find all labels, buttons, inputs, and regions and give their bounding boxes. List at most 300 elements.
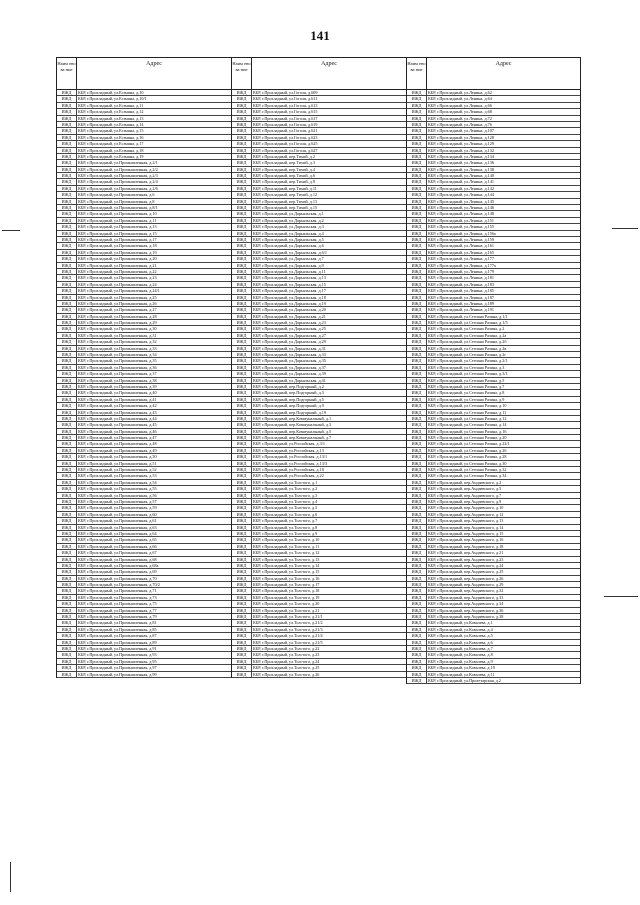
row-type: ИЖД (57, 167, 77, 172)
row-type: ИЖД (57, 467, 77, 472)
row-address: КБР, г.Прохладный, ул.Степана Разина, д.1/1 (428, 313, 508, 319)
row-address: КБР, г.Прохладный, ул.Промышленная, д.95 (78, 658, 157, 664)
row-address: КБР, г.Прохладный, ул.Промышленная, д.37 (78, 371, 157, 377)
row-type: ИЖД (57, 218, 77, 223)
row-address: КБР, г.Прохладный, пер.Андаевского, д.5 (428, 486, 502, 492)
row-address: КБР, г.Прохладный, ул.Гоголя, д.611 (253, 96, 318, 102)
row-type: ИЖД (407, 505, 427, 510)
row-type: ИЖД (232, 537, 252, 542)
row-type: ИЖД (232, 205, 252, 210)
row-address: КБР, г.Прохладный, ул.Ленина, д.161 (428, 243, 494, 249)
row-type: ИЖД (407, 90, 427, 95)
row-type: ИЖД (407, 320, 427, 325)
row-type: ИЖД (57, 563, 77, 568)
row-type: ИЖД (57, 614, 77, 619)
row-address: КБР, г.Прохладный, пер.Андаевского, д.12 (428, 511, 504, 517)
row-type: ИЖД (57, 128, 77, 133)
row-type: ИЖД (57, 390, 77, 395)
row-type: ИЖД (57, 333, 77, 338)
row-type: ИЖД (57, 90, 77, 95)
row-address: КБР, г.Прохладный, ул.Дарьяльская, д.35 (253, 358, 326, 364)
row-type: ИЖД (232, 269, 252, 274)
row-address: КБР, г.Прохладный, ул.Ленина, д.141 (428, 179, 494, 185)
row-type: ИЖД (232, 595, 252, 600)
row-address: КБР, г.Прохладный, ул.Степана Разина, д.10 (428, 403, 507, 409)
row-type: ИЖД (407, 199, 427, 204)
row-type: ИЖД (232, 473, 252, 478)
row-address: КБР, г.Прохладный, ул.Промышленная, д.52 (78, 467, 157, 473)
row-address: КБР, г.Прохладный, пер.Подгорный, д.19 (253, 409, 326, 415)
row-type: ИЖД (232, 116, 252, 121)
row-address: КБР, г.Прохладный, ул.Ковалева, д.9 (428, 658, 493, 664)
row-type: ИЖД (57, 435, 77, 440)
row-address: КБР, г.Прохладный, ул.Степана Разина, д.2б (428, 339, 507, 345)
row-address: КБР, г.Прохладный, ул.Дарьяльская, д.23 (253, 320, 326, 326)
row-address: КБР, г.Прохладный, ул.Ковалева, д.6 (428, 639, 493, 645)
row-address: КБР, г.Прохладный, ул.Промышленная, д.75 (78, 601, 157, 607)
row-type: ИЖД (232, 122, 252, 127)
row-type: ИЖД (232, 435, 252, 440)
row-type: ИЖД (407, 288, 427, 293)
row-address: КБР, г.Прохладный, ул.Промышленная, д.77 (78, 607, 157, 613)
row-type: ИЖД (57, 365, 77, 370)
row-address: КБР, г.Прохладный, ул.Ленина, д.142 (428, 185, 494, 191)
row-address: КБР, г.Прохладный, ул.Толстого, д.12 (253, 550, 320, 556)
row-address: КБР, г.Прохладный, ул.Толстого, д.21/2 (253, 620, 323, 626)
row-type: ИЖД (407, 652, 427, 657)
row-type: ИЖД (407, 358, 427, 363)
row-type: ИЖД (57, 384, 77, 389)
row-type: ИЖД (57, 537, 77, 542)
row-address: КБР, г.Прохладный, ул.Промышленная, д.99 (78, 671, 157, 677)
row-type: ИЖД (57, 269, 77, 274)
row-address: КБР, г.Прохладный, ул.Промышленная, д.39 (78, 383, 157, 389)
scan-margin-mark (10, 862, 11, 892)
row-address: КБР, г.Прохладный, пер.Коммунальный, д.5 (253, 428, 332, 434)
row-type: ИЖД (407, 179, 427, 184)
table-row (407, 678, 580, 684)
row-type: ИЖД (57, 116, 77, 121)
row-address: КБР, г.Прохладный, ул.Промышленная, д.93 (78, 652, 157, 658)
row-type: ИЖД (407, 173, 427, 178)
row-type: ИЖД (57, 237, 77, 242)
row-type: ИЖД (407, 103, 427, 108)
row-address: КБР, г.Прохладный, ул.Ленина, д.155 (428, 224, 494, 230)
row-type: ИЖД (407, 416, 427, 421)
row-address: КБР, г.Прохладный, ул.Промышленная, д.15 (78, 230, 157, 236)
row-address: КБР, г.Прохладный, ул.Толстого, д.21/5 (253, 639, 323, 645)
row-type: ИЖД (57, 320, 77, 325)
row-type: ИЖД (407, 563, 427, 568)
row-type: ИЖД (57, 505, 77, 510)
row-type: ИЖД (57, 179, 77, 184)
row-address: КБР, г.Прохладный, ул.Толстого, д.21/1 (253, 614, 323, 620)
row-type: ИЖД (407, 422, 427, 427)
row-address: КБР, г.Прохладный, ул.Промышленная, д.59 (78, 505, 157, 511)
row-address: КБР, г.Прохладный, ул.Толстого, д.4 (253, 499, 318, 504)
row-address: КБР, г.Прохладный, ул.Промышленная, д.25 (78, 294, 157, 300)
row-address: КБР, г.Прохладный, пер.Тихий, д.12 (253, 192, 318, 198)
row-address: КБР, г.Прохладный, ул.Есенина, д.12 (78, 109, 144, 115)
row-type: ИЖД (57, 410, 77, 415)
row-address: КБР, г.Прохладный, ул.Пролетарская, д.2 (428, 677, 502, 683)
row-type: ИЖД (407, 595, 427, 600)
row-type: ИЖД (57, 256, 77, 261)
row-address: КБР, г.Прохладный, ул.Промышленная, д.2/1 (78, 160, 158, 166)
table-column-2 (231, 57, 406, 678)
row-type: ИЖД (407, 678, 427, 683)
row-address: КБР, г.Прохладный, ул.Российская, д.22 (253, 473, 324, 479)
row-address: КБР, г.Прохладный, ул.Дарьяльская, д.20 (253, 307, 326, 313)
row-address: КБР, г.Прохладный, ул.Дарьяльская, д.18 (253, 294, 326, 300)
row-address: КБР, г.Прохладный, пер.Тихий, д.11 (253, 185, 317, 191)
row-address: КБР, г.Прохладный, ул.Ленина, д.64 (428, 96, 492, 102)
row-type: ИЖД (232, 371, 252, 376)
row-address: КБР, г.Прохладный, ул.Гоголя, д.613 (253, 102, 318, 108)
row-address: КБР, г.Прохладный, ул.Промышленная, д.32 (78, 339, 157, 345)
row-address: КБР, г.Прохладный, ул.Промышленная, д.30 (78, 326, 157, 332)
row-address: КБР, г.Прохладный, ул.Есенина, д.16 (78, 134, 144, 140)
row-address: КБР, г.Прохладный, ул.Промышленная, д.26 (78, 300, 157, 306)
row-type: ИЖД (232, 410, 252, 415)
row-address: КБР, г.Прохладный, ул.Толстого, д.16 (253, 575, 320, 581)
row-address: КБР, г.Прохладный, ул.Степана Разина, д.2 (428, 326, 505, 332)
row-type: ИЖД (57, 199, 77, 204)
row-address: КБР, г.Прохладный, ул.Есенина, д.10/1 (78, 96, 147, 102)
row-type: ИЖД (407, 493, 427, 498)
header-name: Наим енова ние (57, 58, 77, 89)
row-type: ИЖД (232, 301, 252, 306)
row-type: ИЖД (232, 665, 252, 670)
row-type: ИЖД (232, 441, 252, 446)
row-address: КБР, г.Прохладный, ул.Промышленная, д.24/1 (78, 288, 160, 294)
column-header (56, 57, 231, 90)
row-type: ИЖД (57, 486, 77, 491)
row-type: ИЖД (232, 454, 252, 459)
row-address: КБР, г.Прохладный, ул.Ленина, д.179 (428, 268, 494, 274)
row-type: ИЖД (232, 569, 252, 574)
row-type: ИЖД (232, 544, 252, 549)
row-address: КБР, г.Прохладный, пер.Андаевского, д.21 (428, 550, 504, 556)
row-type: ИЖД (57, 282, 77, 287)
row-address: КБР, г.Прохладный, ул.Толстого, д.19 (253, 594, 320, 600)
row-address: КБР, г.Прохладный, ул.Степана Разина, д.11 (428, 409, 507, 415)
row-address: КБР, г.Прохладный, ул.Есенина, д.14 (78, 121, 144, 127)
row-type: ИЖД (57, 429, 77, 434)
row-type: ИЖД (232, 352, 252, 357)
row-type: ИЖД (407, 263, 427, 268)
row-address: КБР, г.Прохладный, ул.Толстого, д.9 (253, 530, 318, 536)
row-address: КБР, г.Прохладный, ул.Промышленная, д.91 (78, 645, 157, 651)
row-type: ИЖД (232, 128, 252, 133)
row-type: ИЖД (57, 346, 77, 351)
row-type: ИЖД (57, 499, 77, 504)
row-type: ИЖД (232, 148, 252, 153)
row-address: КБР, г.Прохладный, ул.Промышленная, д.38 (78, 377, 157, 383)
row-type: ИЖД (232, 499, 252, 504)
row-type: ИЖД (407, 608, 427, 613)
row-address: КБР, г.Прохладный, пер.Андаевского, д.13 (428, 518, 504, 524)
row-type: ИЖД (407, 544, 427, 549)
row-type: ИЖД (232, 557, 252, 562)
row-type: ИЖД (232, 192, 252, 197)
row-type: ИЖД (407, 231, 427, 236)
row-address: КБР, г.Прохладный, ул.Ленина, д.66 (428, 102, 492, 108)
row-address: КБР, г.Прохладный, ул.Промышленная, д.33 (78, 345, 157, 351)
row-address: КБР, г.Прохладный, пер.Тихий, д.9 (253, 179, 315, 185)
row-type: ИЖД (57, 295, 77, 300)
row-address: КБР, г.Прохладный, ул.Есенина, д.18 (78, 147, 144, 153)
row-type: ИЖД (57, 608, 77, 613)
row-address: КБР, г.Прохладный, ул.Ковалева, д.7 (428, 645, 493, 651)
row-type: ИЖД (57, 633, 77, 638)
row-type: ИЖД (232, 358, 252, 363)
row-type: ИЖД (57, 441, 77, 446)
header-address: Адрес (495, 61, 512, 67)
row-address: КБР, г.Прохладный, пер.Андаевского, д.26 (428, 575, 504, 581)
row-address: КБР, г.Прохладный, пер.Тихий, д.15 (253, 205, 318, 211)
row-type: ИЖД (232, 263, 252, 268)
row-address: КБР, г.Прохладный, ул.Промышленная, д.97 (78, 665, 157, 671)
row-address: КБР, г.Прохладный, ул.Дарьяльская, д.25 (253, 326, 326, 332)
row-type: ИЖД (407, 154, 427, 159)
row-address: КБР, г.Прохладный, ул.Степана Разина, д.34 (428, 473, 507, 479)
row-type: ИЖД (407, 390, 427, 395)
row-type: ИЖД (57, 301, 77, 306)
row-type: ИЖД (407, 480, 427, 485)
row-address: КБР, г.Прохладный, ул.Промышленная, д.57 (78, 499, 157, 504)
row-address: КБР, г.Прохладный, ул.Промышленная, д.6 (78, 192, 155, 198)
row-address: КБР, г.Прохладный, ул.Промышленная, д.81 (78, 620, 157, 626)
row-address: КБР, г.Прохладный, ул.Промышленная, д.47 (78, 435, 157, 441)
row-type: ИЖД (407, 148, 427, 153)
row-type: ИЖД (407, 295, 427, 300)
row-address: КБР, г.Прохладный, ул.Ковалева, д.11 (428, 671, 495, 677)
row-address: КБР, г.Прохладный, ул.Ленина, д.140 (428, 173, 494, 179)
row-type: ИЖД (232, 531, 252, 536)
row-type: ИЖД (232, 314, 252, 319)
row-type: ИЖД (57, 122, 77, 127)
row-address: КБР, г.Прохладный, ул.Степана Разина, д.8 (428, 390, 505, 396)
row-address: КБР, г.Прохладный, ул.Гоголя, д.625 (253, 141, 318, 147)
row-type: ИЖД (57, 224, 77, 229)
row-type: ИЖД (407, 659, 427, 664)
row-type: ИЖД (57, 358, 77, 363)
row-type: ИЖД (407, 448, 427, 453)
row-type: ИЖД (407, 282, 427, 287)
row-address: КБР, г.Прохладный, ул.Ленина, д.185 (428, 288, 494, 294)
scan-margin-mark (612, 228, 638, 229)
row-type: ИЖД (57, 205, 77, 210)
row-type: ИЖД (232, 518, 252, 523)
row-type: ИЖД (407, 192, 427, 197)
row-address: КБР, г.Прохладный, ул.Дарьяльская, д.7 (253, 256, 324, 262)
row-address: КБР, г.Прохладный, ул.Дарьяльская, д.31 (253, 345, 326, 351)
row-address: КБР, г.Прохладный, ул.Ленина, д.189 (428, 300, 494, 306)
row-address: КБР, г.Прохладный, ул.Промышленная, д.22 (78, 268, 157, 274)
row-address: КБР, г.Прохладный, пер.Андаевского, д.36 (428, 607, 504, 613)
row-type: ИЖД (232, 339, 252, 344)
row-address: КБР, г.Прохладный, ул.Промышленная, д.10 (78, 211, 157, 217)
row-address: КБР, г.Прохладный, ул.Есенина, д.13 (78, 115, 144, 121)
row-address: КБР, г.Прохладный, ул.Степана Разина, д.30 (428, 460, 507, 466)
row-type: ИЖД (57, 416, 77, 421)
row-address: КБР, г.Прохладный, пер.Тихий, д.2 (253, 153, 315, 159)
row-type: ИЖД (407, 499, 427, 504)
row-address: КБР, г.Прохладный, ул.Ленина, д.132 (428, 147, 494, 153)
row-address: КБР, г.Прохладный, ул.Толстого, д.6 (253, 511, 318, 517)
row-address: КБР, г.Прохладный, ул.Степана Разина, д.1/5 (428, 320, 508, 326)
row-type: ИЖД (57, 148, 77, 153)
row-type: ИЖД (407, 116, 427, 121)
row-type: ИЖД (407, 384, 427, 389)
row-type: ИЖД (57, 652, 77, 657)
row-address: КБР, г.Прохладный, пер.Андаевского, д.32 (428, 588, 504, 594)
row-address: КБР, г.Прохладный, ул.Дарьяльская, д.9 (253, 262, 324, 268)
page-number: 141 (310, 28, 330, 43)
row-type: ИЖД (407, 365, 427, 370)
row-type: ИЖД (57, 192, 77, 197)
row-address: КБР, г.Прохладный, ул.Промышленная, д.21 (78, 262, 157, 268)
row-type: ИЖД (57, 103, 77, 108)
row-type: ИЖД (57, 550, 77, 555)
row-address: КБР, г.Прохладный, ул.Ленина, д.191 (428, 307, 494, 313)
row-type: ИЖД (232, 390, 252, 395)
row-type: ИЖД (232, 550, 252, 555)
row-type: ИЖД (57, 307, 77, 312)
row-address: КБР, г.Прохладный, ул.Дарьяльская, д.11 (253, 268, 326, 274)
row-address: КБР, г.Прохладный, ул.Толстого, д.15 (253, 569, 320, 575)
row-address: КБР, г.Прохладный, ул.Промышленная, д.2/6 (78, 185, 158, 191)
row-address: КБР, г.Прохладный, ул.Дарьяльская, д.2 (253, 217, 324, 223)
row-type: ИЖД (232, 378, 252, 383)
header-name: Наим енова ние (407, 58, 427, 89)
row-address: КБР, г.Прохладный, ул.Степана Разина, д.12 (428, 415, 507, 421)
row-address: КБР, г.Прохладный, пер.Подгорный, д.5 (253, 396, 324, 402)
row-address: КБР, г.Прохладный, ул.Толстого, д.13 (253, 556, 320, 562)
table-row (57, 672, 231, 678)
row-type: ИЖД (407, 269, 427, 274)
row-address: КБР, г.Прохладный, ул.Степана Разина, д.26 (428, 447, 507, 453)
row-address: КБР, г.Прохладный, ул.Ленина, д.165 (428, 249, 494, 255)
row-address: КБР, г.Прохладный, ул.Промышленная, д.36 (78, 364, 157, 370)
row-address: КБР, г.Прохладный, пер.Тихий, д.3 (253, 160, 315, 166)
row-type: ИЖД (57, 173, 77, 178)
row-type: ИЖД (57, 243, 77, 248)
row-address: КБР, г.Прохладный, ул.Ленина, д.187 (428, 294, 494, 300)
row-type: ИЖД (232, 646, 252, 651)
row-type: ИЖД (407, 467, 427, 472)
row-type: ИЖД (232, 135, 252, 140)
row-address: КБР, г.Прохладный, ул.Ковалева, д.10 (428, 665, 495, 671)
row-address: КБР, г.Прохладный, ул.Толстого, д.2 (253, 486, 318, 492)
row-type: ИЖД (407, 441, 427, 446)
row-type: ИЖД (232, 588, 252, 593)
row-type: ИЖД (407, 410, 427, 415)
row-address: КБР, г.Прохладный, ул.Ковалева, д.8 (428, 652, 493, 658)
row-type: ИЖД (407, 128, 427, 133)
row-type: ИЖД (57, 314, 77, 319)
row-address: КБР, г.Прохладный, ул.Гоголя, д.621 (253, 128, 318, 134)
row-address: КБР, г.Прохладный, пер.Подгорный, д.9 (253, 403, 324, 409)
row-address: КБР, г.Прохладный, ул.Промышленная, д.70/2 (78, 582, 160, 588)
row-address: КБР, г.Прохладный, ул.Ковалева, д.4 (428, 626, 493, 632)
row-address: КБР, г.Прохладный, ул.Толстого, д.5 (253, 505, 318, 511)
row-type: ИЖД (407, 205, 427, 210)
row-type: ИЖД (232, 582, 252, 587)
row-type: ИЖД (407, 601, 427, 606)
row-address: КБР, г.Прохладный, ул.Российская, д.13 (253, 447, 324, 453)
row-type: ИЖД (232, 620, 252, 625)
row-address: КБР, г.Прохладный, ул.Ленина, д.129 (428, 141, 494, 147)
row-address: КБР, г.Прохладный, ул.Промышленная, д.89 (78, 639, 157, 645)
column-rows (406, 90, 581, 684)
row-address: КБР, г.Прохладный, ул.Толстого, д.25 (253, 665, 320, 671)
row-type: ИЖД (232, 397, 252, 402)
row-address: КБР, г.Прохладный, пер.Коммунальный, д.7 (253, 435, 332, 441)
row-type: ИЖД (407, 627, 427, 632)
row-address: КБР, г.Прохладный, пер.Андаевского, д.29 (428, 582, 504, 588)
row-address: КБР, г.Прохладный, ул.Гоголя, д.609 (253, 90, 318, 95)
row-address: КБР, г.Прохладный, пер.Тихий, д.4 (253, 166, 315, 172)
row-address: КБР, г.Прохладный, ул.Промышленная, д.60 (78, 511, 157, 517)
row-address: КБР, г.Прохладный, ул.Толстого, д.26 (253, 671, 320, 677)
row-type: ИЖД (232, 224, 252, 229)
row-address: КБР, г.Прохладный, ул.Степана Разина, д.5 (428, 377, 505, 383)
row-type: ИЖД (57, 141, 77, 146)
table-column-3 (406, 57, 581, 684)
row-address: КБР, г.Прохладный, ул.Ленина, д.183 (428, 281, 494, 287)
row-address: КБР, г.Прохладный, ул.Толстого, д.1 (253, 479, 318, 485)
row-type: ИЖД (407, 397, 427, 402)
row-address: КБР, г.Прохладный, ул.Дарьяльская, д.4 (253, 230, 324, 236)
row-type: ИЖД (57, 595, 77, 600)
row-address: КБР, г.Прохладный, ул.Промышленная, д.19 (78, 249, 157, 255)
row-address: КБР, г.Прохладный, ул.Ленина, д.72 (428, 115, 492, 121)
row-type: ИЖД (57, 109, 77, 114)
row-address: КБР, г.Прохладный, ул.Промышленная, д.67 (78, 550, 157, 556)
row-address: КБР, г.Прохладный, ул.Российская, д.13/1 (253, 454, 328, 460)
row-address: КБР, г.Прохладный, пер.Андаевского, д.7 (428, 492, 502, 498)
row-type: ИЖД (407, 256, 427, 261)
row-type: ИЖД (407, 633, 427, 638)
row-address: КБР, г.Прохладный, ул.Толстого, д.21/3 (253, 626, 323, 632)
row-address: КБР, г.Прохладный, ул.Дарьяльская, д.37 (253, 364, 326, 370)
row-address: КБР, г.Прохладный, ул.Промышленная, д.73 (78, 594, 157, 600)
row-address: КБР, г.Прохладный, ул.Ленина, д.144 (428, 192, 494, 198)
row-address: КБР, г.Прохладный, пер.Подгорный, д.2 (253, 383, 324, 389)
row-address: КБР, г.Прохладный, ул.Ленина, д.177а (428, 262, 496, 268)
row-type: ИЖД (232, 275, 252, 280)
row-type: ИЖД (232, 109, 252, 114)
row-type: ИЖД (57, 576, 77, 581)
row-address: КБР, г.Прохладный, ул.Промышленная, д.87 (78, 633, 157, 639)
row-address: КБР, г.Прохладный, ул.Промышленная, д.23 (78, 275, 157, 281)
row-type: ИЖД (407, 512, 427, 517)
row-address: КБР, г.Прохладный, ул.Промышленная, д.61 (78, 518, 157, 524)
row-address: КБР, г.Прохладный, ул.Ленина, д.148 (428, 211, 494, 217)
row-address: КБР, г.Прохладный, ул.Ковалева, д.1 (428, 620, 493, 626)
row-address: КБР, г.Прохладный, ул.Толстого, д.21/4 (253, 633, 323, 639)
row-type: ИЖД (232, 154, 252, 159)
row-type: ИЖД (57, 403, 77, 408)
row-type: ИЖД (57, 135, 77, 140)
row-type: ИЖД (232, 461, 252, 466)
row-type: ИЖД (57, 672, 77, 677)
row-type: ИЖД (232, 167, 252, 172)
row-type: ИЖД (57, 250, 77, 255)
row-address: КБР, г.Прохладный, пер.Андаевского, д.14 (428, 524, 504, 530)
